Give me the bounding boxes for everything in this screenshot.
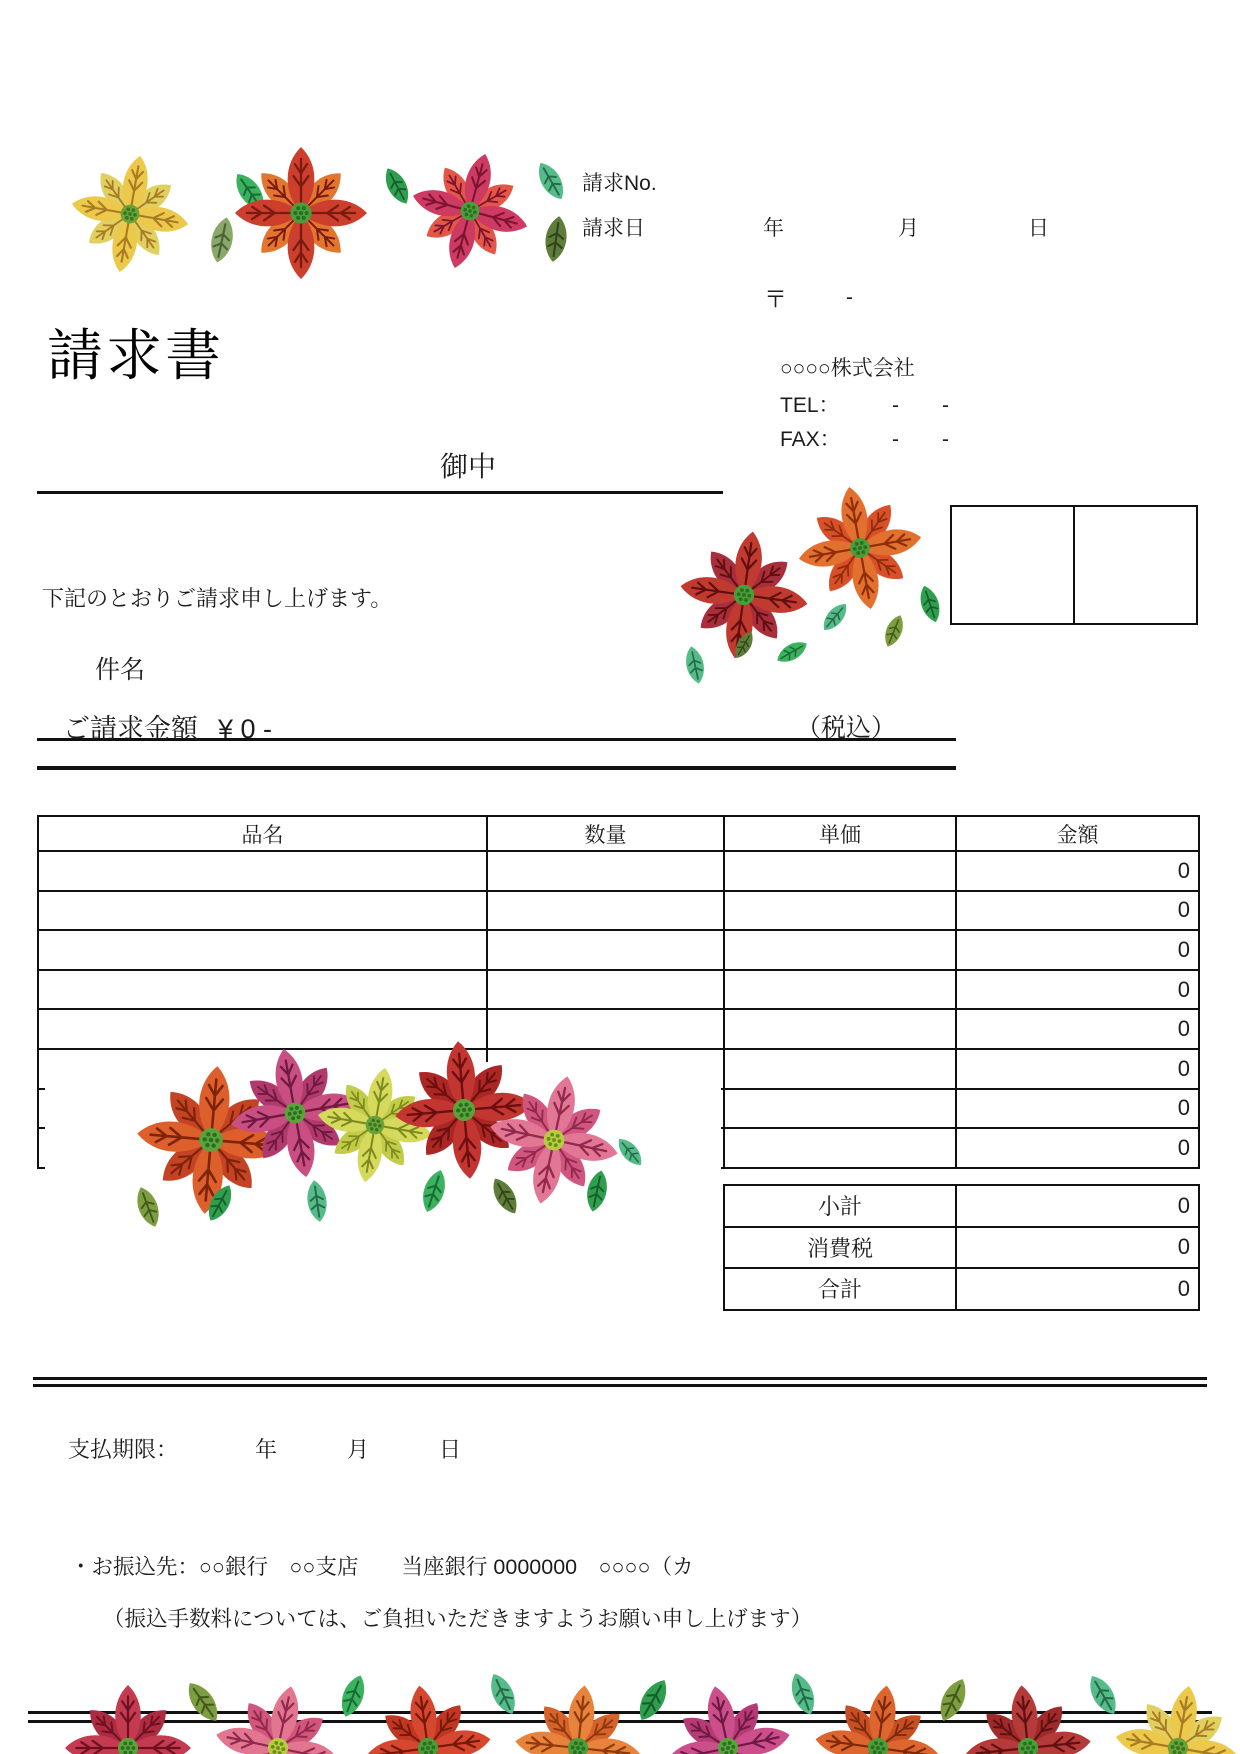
table-row	[38, 970, 1199, 1010]
item-cell	[38, 1049, 487, 1089]
footer-divider-bottom-2	[28, 1720, 1212, 1723]
leaf-icon	[305, 1179, 330, 1223]
total-value: 0	[956, 1268, 1199, 1310]
amount-cell: 0	[956, 930, 1199, 970]
amount-tax-note: （税込）	[796, 714, 897, 742]
items-table	[37, 815, 1200, 1169]
flower-icon	[357, 1677, 499, 1754]
leaf-icon	[731, 629, 758, 662]
unit-price-cell	[724, 1009, 956, 1049]
totals-body	[724, 1185, 1199, 1310]
stamp-box	[950, 505, 1198, 625]
stamp-cell-2	[1075, 507, 1196, 623]
leaf-icon	[203, 1181, 238, 1225]
transfer-fee-note: （振込手数料については、ご負担いただきますようお願い申し上げます）	[103, 1607, 813, 1631]
footer-divider-top-1	[33, 1377, 1207, 1380]
tel-dash-1: -	[892, 394, 899, 417]
leaf-icon	[532, 158, 569, 204]
footer-divider-top-2	[33, 1384, 1207, 1387]
table-row	[38, 1049, 1199, 1089]
leaf-icon	[380, 164, 415, 208]
page-title: 請求書	[47, 324, 224, 387]
total-row	[724, 1185, 1199, 1227]
leaf-icon	[543, 215, 570, 263]
total-label: 合計	[724, 1268, 956, 1310]
item-cell	[38, 1009, 487, 1049]
leaf-icon	[916, 583, 944, 624]
qty-cell	[487, 1049, 724, 1089]
amount-cell: 0	[956, 1089, 1199, 1129]
amount-cell: 0	[956, 1049, 1199, 1089]
recipient-underline	[37, 491, 723, 494]
qty-cell	[487, 1128, 724, 1168]
unit-price-cell	[724, 1128, 956, 1168]
item-cell	[38, 1089, 487, 1129]
leaf-icon	[683, 645, 708, 686]
col-header-unit-price: 単価	[724, 816, 956, 851]
unit-price-cell	[724, 851, 956, 891]
item-cell	[38, 1128, 487, 1168]
qty-cell	[487, 970, 724, 1010]
total-label: 消費税	[724, 1227, 956, 1269]
amount-label: ご請求金額	[63, 714, 198, 744]
total-label: 小計	[724, 1185, 956, 1227]
col-header-qty: 数量	[487, 816, 724, 851]
leaf-icon	[633, 1675, 674, 1725]
col-header-amount: 金額	[956, 816, 1199, 851]
footer-divider-bottom-1	[28, 1711, 1212, 1714]
unit-price-cell	[724, 1049, 956, 1089]
stamp-cell-1	[952, 507, 1075, 623]
leaf-icon	[229, 168, 270, 215]
payment-day-label: 日	[439, 1437, 462, 1462]
flower-icon	[1105, 1675, 1240, 1754]
leaf-icon	[934, 1675, 972, 1725]
items-body	[38, 851, 1199, 1168]
table-row	[38, 891, 1199, 931]
leaf-icon	[207, 215, 237, 264]
unit-price-cell	[724, 930, 956, 970]
qty-cell	[487, 891, 724, 931]
fax-dash-1: -	[892, 428, 899, 451]
total-row	[724, 1227, 1199, 1269]
leaf-icon	[487, 1174, 523, 1218]
item-cell	[38, 930, 487, 970]
flower-icon	[509, 1679, 647, 1754]
amount-underline	[37, 766, 956, 770]
amount-cell: 0	[956, 851, 1199, 891]
flower-icon	[62, 146, 199, 283]
item-cell	[38, 851, 487, 891]
table-row	[38, 1009, 1199, 1049]
items-header-row	[38, 816, 1199, 851]
payment-month-label: 月	[347, 1437, 370, 1462]
totals-table	[723, 1184, 1200, 1311]
col-header-item: 品名	[38, 816, 487, 851]
unit-price-cell	[724, 891, 956, 931]
item-cell	[38, 970, 487, 1010]
intro-text: 下記のとおりご請求申し上げます。	[42, 586, 393, 611]
flower-icon	[807, 1677, 949, 1754]
amount-cell: 0	[956, 891, 1199, 931]
qty-cell	[487, 1009, 724, 1049]
leaf-icon	[881, 612, 908, 649]
amount-cell: 0	[956, 1009, 1199, 1049]
total-row	[724, 1268, 1199, 1310]
qty-cell	[487, 851, 724, 891]
total-value: 0	[956, 1185, 1199, 1227]
fax-dash-2: -	[942, 428, 949, 451]
invoice-date-year-label: 年	[763, 217, 784, 240]
item-cell	[38, 891, 487, 931]
leaf-icon	[773, 637, 810, 667]
flower-icon	[235, 147, 367, 279]
flower-icon	[788, 476, 932, 620]
unit-price-cell	[724, 970, 956, 1010]
recipient-honorific: 御中	[440, 451, 497, 482]
payment-year-label: 年	[255, 1437, 278, 1462]
leaf-icon	[818, 599, 852, 635]
amount-cell: 0	[956, 1128, 1199, 1168]
postal-mark: 〒	[764, 286, 787, 312]
tel-label: TEL：	[780, 394, 840, 417]
bank-transfer-line: ・お振込先：○○銀行 ○○支店 当座銀行 0000000 ○○○○（カ	[70, 1555, 694, 1579]
invoice-no-label: 請求No.	[582, 172, 657, 195]
amount-cell: 0	[956, 970, 1199, 1010]
amount-value: ¥ 0 -	[218, 714, 273, 744]
table-row	[38, 1089, 1199, 1129]
tel-dash-2: -	[942, 394, 949, 417]
payment-due-label: 支払期限：	[68, 1437, 179, 1462]
table-row	[38, 1128, 1199, 1168]
flower-icon	[672, 523, 817, 668]
postal-dash: -	[846, 286, 853, 309]
invoice-date-day-label: 日	[1028, 217, 1049, 240]
leaf-icon	[132, 1184, 164, 1230]
leaf-icon	[583, 1168, 610, 1213]
leaf-icon	[418, 1167, 450, 1215]
fax-label: FAX：	[780, 428, 841, 451]
qty-cell	[487, 930, 724, 970]
table-row	[38, 930, 1199, 970]
qty-cell	[487, 1089, 724, 1129]
sender-company-name: ○○○○株式会社	[780, 357, 915, 380]
total-value: 0	[956, 1227, 1199, 1269]
flower-icon	[959, 1679, 1097, 1754]
subject-label: 件名	[95, 656, 146, 684]
unit-price-cell	[724, 1089, 956, 1129]
table-row	[38, 851, 1199, 891]
invoice-date-month-label: 月	[898, 217, 919, 240]
invoice-date-label: 請求日	[582, 217, 645, 240]
flower-icon	[398, 139, 543, 284]
